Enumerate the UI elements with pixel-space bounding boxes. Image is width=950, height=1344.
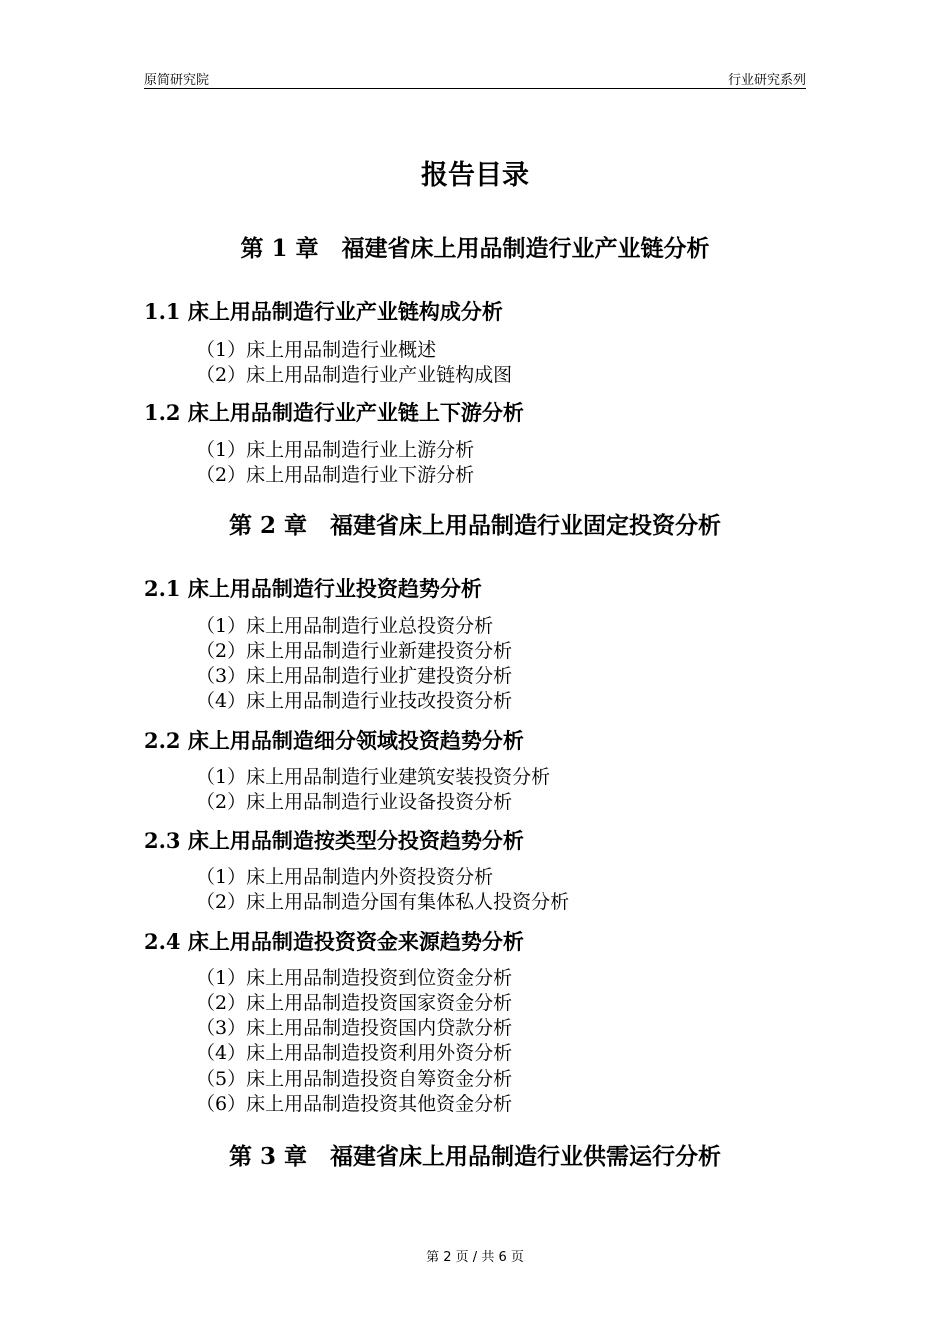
toc-item: （4）床上用品制造投资利用外资分析 (196, 1042, 513, 1064)
toc-item: （2）床上用品制造分国有集体私人投资分析 (196, 891, 570, 913)
toc-item: （1）床上用品制造行业建筑安装投资分析 (196, 766, 551, 788)
toc-item: （1）床上用品制造行业概述 (196, 339, 437, 361)
section-heading: 2.2 床上用品制造细分领域投资趋势分析 (144, 728, 524, 753)
page-title: 报告目录 (421, 160, 529, 191)
toc-item: （2）床上用品制造行业设备投资分析 (196, 791, 513, 813)
toc-item: （2）床上用品制造行业下游分析 (196, 464, 475, 486)
toc-item: （1）床上用品制造投资到位资金分析 (196, 967, 513, 989)
toc-item: （1）床上用品制造行业总投资分析 (196, 615, 494, 637)
toc-item: （6）床上用品制造投资其他资金分析 (196, 1093, 513, 1115)
toc-item: （1）床上用品制造行业上游分析 (196, 439, 475, 461)
header-series-name: 行业研究系列 (727, 73, 806, 88)
section-heading: 2.4 床上用品制造投资资金来源趋势分析 (144, 929, 524, 954)
toc-item: （5）床上用品制造投资自筹资金分析 (196, 1068, 513, 1090)
section-heading: 1.2 床上用品制造行业产业链上下游分析 (144, 400, 524, 425)
page-header (144, 66, 806, 89)
chapter-heading: 第 2 章 福建省床上用品制造行业固定投资分析 (228, 512, 722, 539)
chapter-heading: 第 1 章 福建省床上用品制造行业产业链分析 (240, 235, 710, 262)
toc-item: （2）床上用品制造行业新建投资分析 (196, 640, 513, 662)
toc-item: （1）床上用品制造内外资投资分析 (196, 866, 494, 888)
section-heading: 2.1 床上用品制造行业投资趋势分析 (144, 576, 482, 601)
toc-item: （2）床上用品制造投资国家资金分析 (196, 992, 513, 1014)
toc-item: （2）床上用品制造行业产业链构成图 (196, 364, 513, 386)
section-heading: 1.1 床上用品制造行业产业链构成分析 (144, 299, 503, 324)
chapter-heading: 第 3 章 福建省床上用品制造行业供需运行分析 (228, 1143, 722, 1170)
header-org-name: 原简研究院 (144, 73, 210, 88)
section-heading: 2.3 床上用品制造按类型分投资趋势分析 (144, 828, 524, 853)
toc-item: （3）床上用品制造投资国内贷款分析 (196, 1017, 513, 1039)
page-number: 第 2 页 / 共 6 页 (426, 1250, 524, 1265)
toc-item: （4）床上用品制造行业技改投资分析 (196, 690, 513, 712)
toc-item: （3）床上用品制造行业扩建投资分析 (196, 665, 513, 687)
